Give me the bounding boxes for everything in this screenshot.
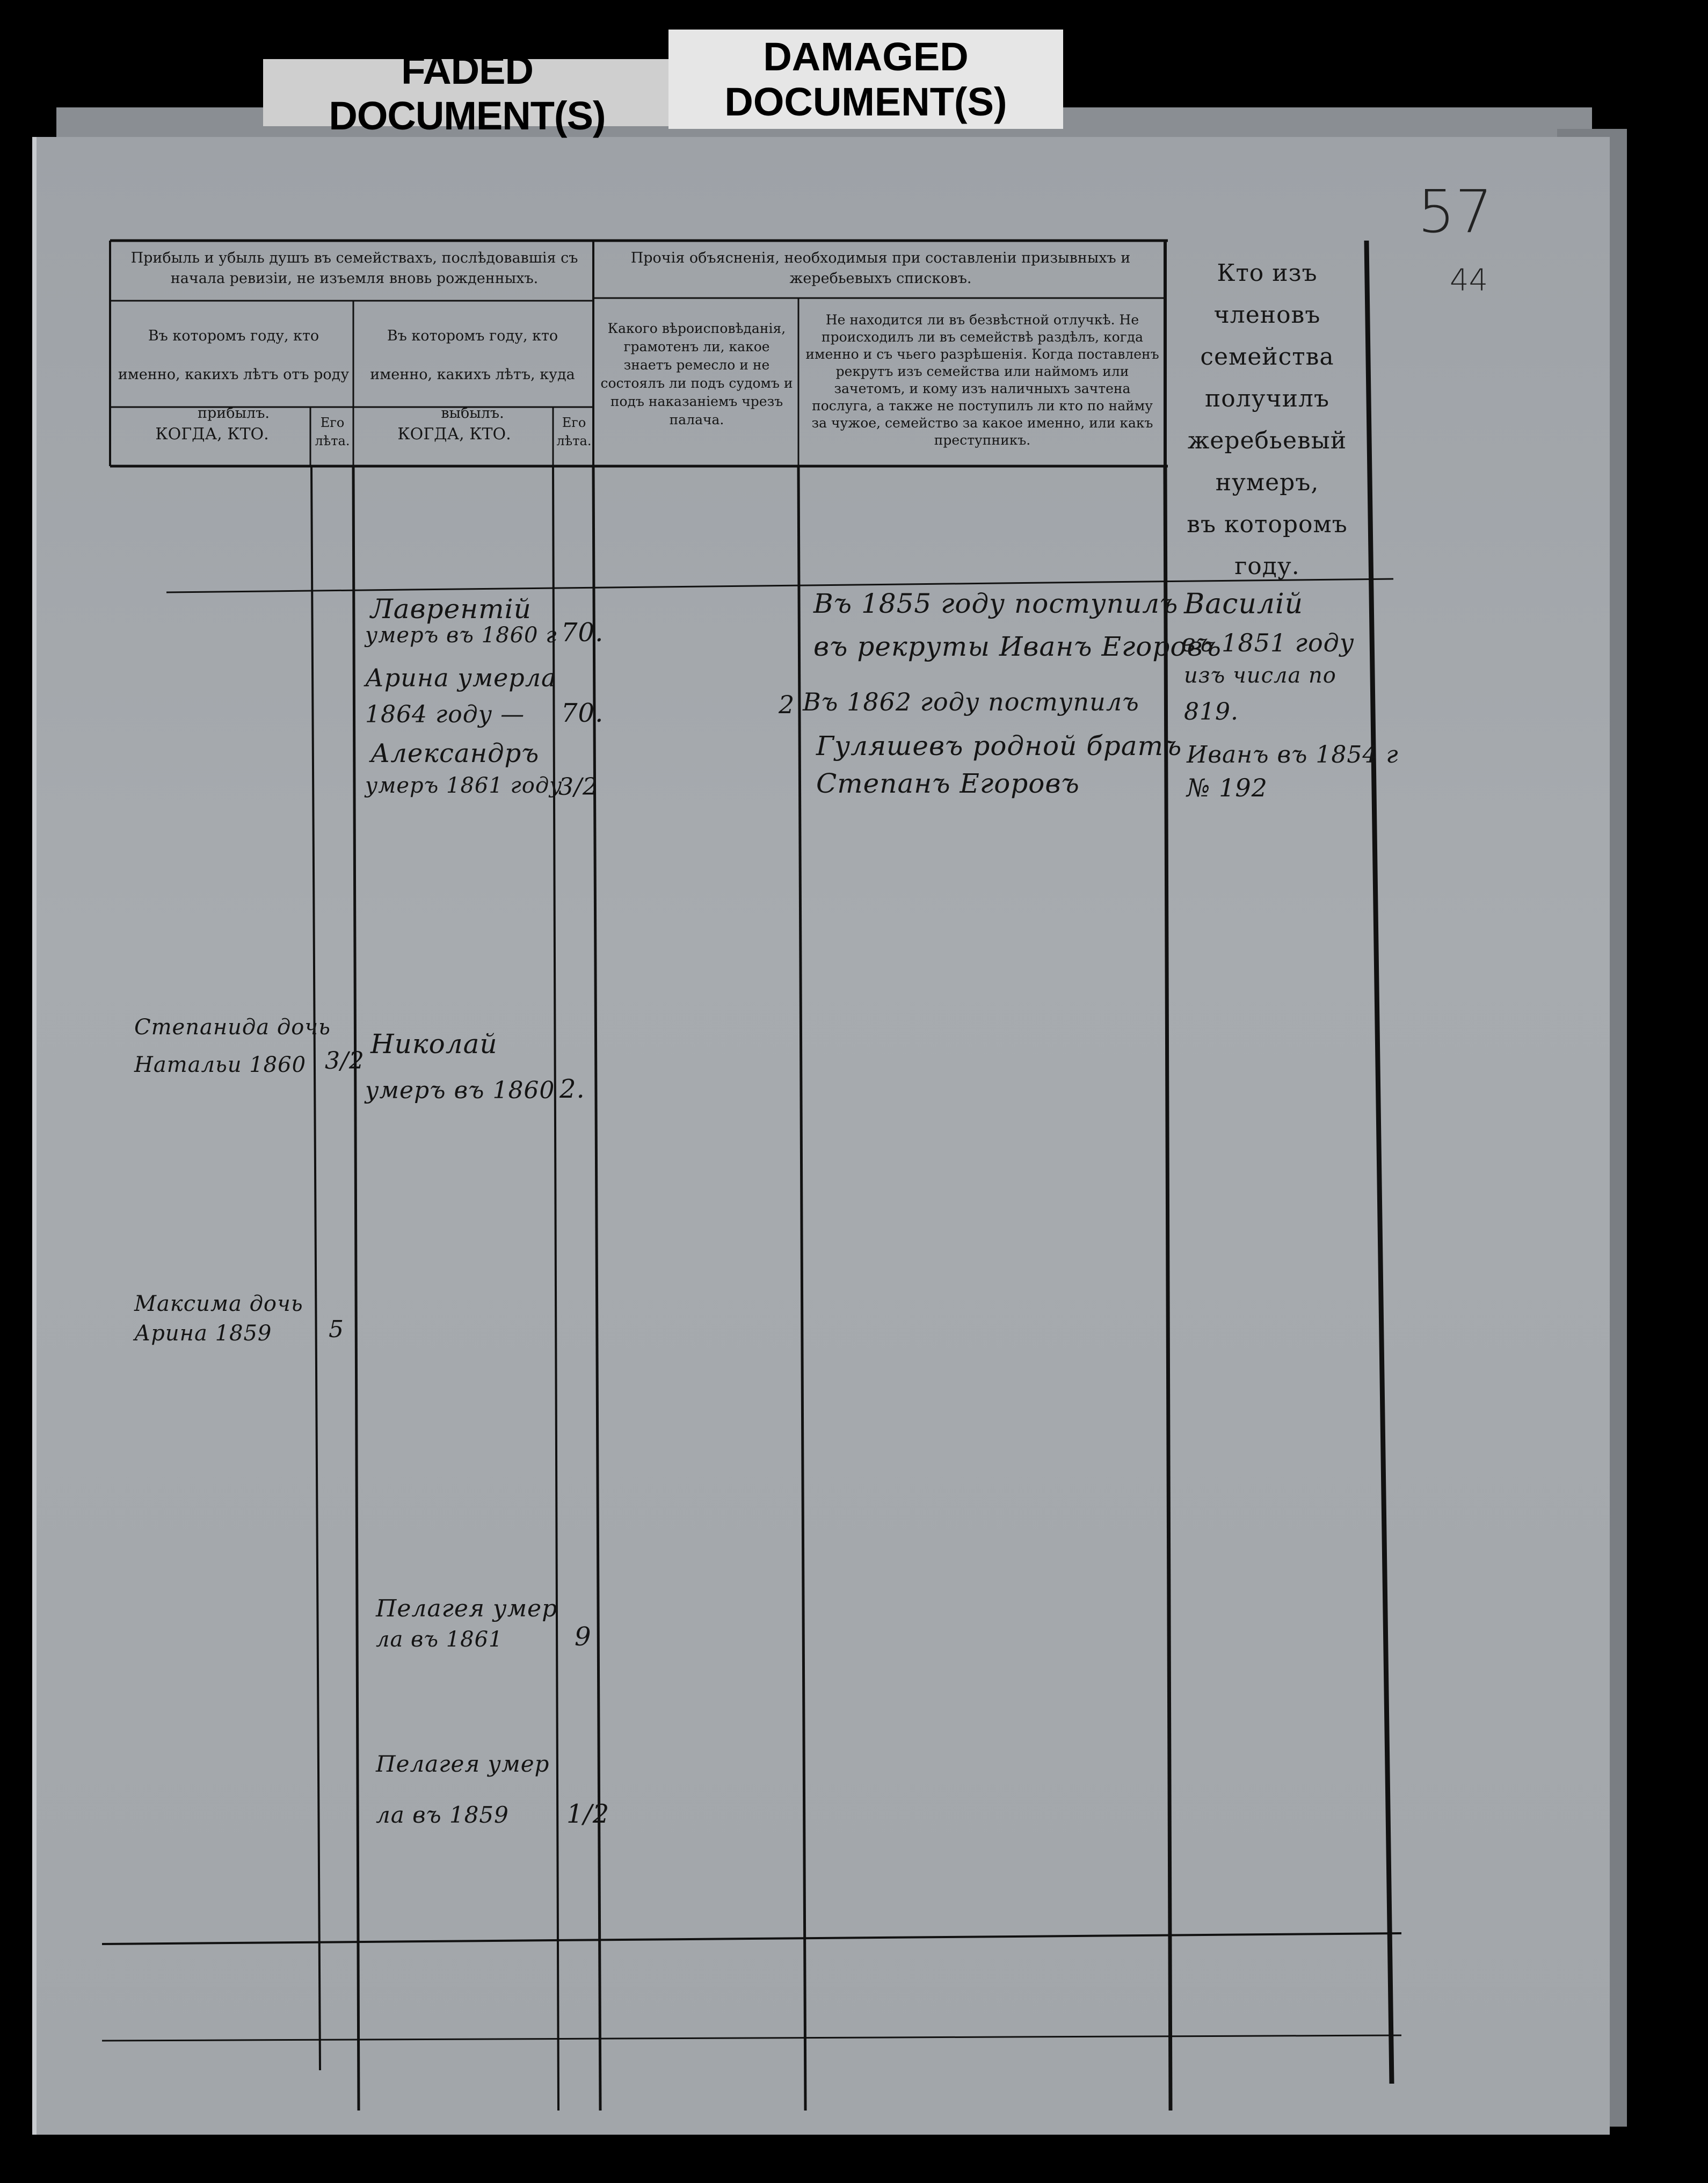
header-group-gain-loss: Прибыль и убыль душъ въ семействахъ, послѣдовавшія съ начала ревизіи, не изъемля вновь рожденныхъ. [130, 250, 578, 287]
absence-note-line2: въ рекруты Иванъ Егоровъ [813, 631, 1222, 662]
departed-entry-3-line2: умеръ 1861 году [365, 773, 563, 798]
header-age-2: Его лѣта. [556, 415, 592, 448]
lot-note-line2: въ 1851 году [1181, 628, 1355, 657]
absence-note-line4: Гуляшевъ родной братъ [816, 730, 1182, 761]
arrived-entry-1-line1: Степанида дочь [134, 1015, 331, 1040]
departed-entry-6-line2: ла въ 1859 [376, 1802, 509, 1828]
header-col-religion: Какого вѣроисповѣданія, грамотенъ ли, какое знаетъ ремесло и не состоялъ ли подъ судомъ и подъ наказаніемъ чрезъ палача. [600, 321, 793, 427]
departed-entry-4-age: 2. [559, 1074, 585, 1104]
departed-entry-4-line1: Николай [370, 1028, 498, 1060]
departed-entry-4-line2: умеръ въ 1860 [365, 1077, 555, 1104]
lot-note-line6: № 192 [1187, 773, 1268, 802]
header-when-who-2: КОГДА, КТО. [397, 425, 511, 444]
absence-note-margin: 2 [779, 690, 795, 719]
departed-entry-6-line1: Пелагея умер [376, 1751, 550, 1777]
header-group-other-notes: Прочія объясненія, необходимыя при составленіи призывныхъ и жеребьевыхъ списковъ. [630, 250, 1131, 287]
departed-entry-5-age: 9 [575, 1622, 592, 1652]
departed-entry-3-age: 3/2 [558, 773, 598, 801]
departed-entry-1-line2: умеръ въ 1860 г [365, 623, 557, 648]
absence-note-line3: Въ 1862 году поступилъ [803, 687, 1139, 716]
page-number: 57 [1418, 177, 1493, 246]
lot-note-line4: 819. [1184, 698, 1239, 726]
lot-note-line3: изъ числа по [1184, 663, 1336, 688]
arrived-entry-2-line1: Максима дочь [134, 1292, 303, 1316]
absence-note-line1: Въ 1855 году поступилъ [813, 588, 1179, 619]
absence-note-line5: Степанъ Егоровъ [816, 768, 1080, 799]
lot-note-line1: Василiй [1184, 588, 1304, 620]
damaged-label-line2: DOCUMENT(S) [724, 79, 1007, 124]
departed-entry-5-line2: ла въ 1861 [376, 1627, 503, 1652]
header-lot-line1: Кто изъ членовъ [1213, 259, 1321, 329]
departed-entry-5-line1: Пелагея умер [376, 1595, 558, 1622]
header-col-lot-number [1171, 252, 1364, 588]
departed-entry-2-line2: 1864 году — [365, 701, 525, 728]
departed-entry-2-age: 70. [561, 698, 604, 728]
faded-label-text: FADED DOCUMENT(S) [329, 47, 606, 138]
header-col-absence: Не находится ли въ безвѣстной отлучкѣ. Не происходилъ ли въ семействѣ раздѣлъ, когда именно и съ чьего разрѣшенія. Когда поставленъ рекрутъ изъ семейства или наймомъ или зачетомъ, и кому изъ наличныхъ зачтена послуга, а также не поступилъ ли кто по найму за чужое, семейство за какое именно, или какъ преступникъ. [805, 312, 1159, 448]
damaged-label-line1: DAMAGED [763, 34, 969, 79]
departed-entry-1-line1: Лаврентiй [370, 593, 532, 625]
arrived-entry-2-age: 5 [329, 1316, 344, 1343]
arrived-entry-2-line2: Арина 1859 [134, 1321, 272, 1346]
header-col-departed: Въ которомъ году, кто именно, какихъ лѣтъ, куда выбылъ. [370, 328, 575, 422]
header-lot-line2: семейства получилъ [1200, 343, 1334, 412]
header-lot-line4: въ которомъ году. [1187, 511, 1348, 580]
page-number-secondary: 44 [1450, 263, 1488, 298]
lot-note-line5: Иванъ въ 1854 г [1187, 741, 1399, 768]
header-lot-line3: жеребьевый нумеръ, [1187, 427, 1347, 496]
header-col-arrived: Въ которомъ году, кто именно, какихъ лѣтъ отъ роду прибылъ. [118, 328, 350, 422]
arrived-entry-1-age: 3/2 [325, 1047, 365, 1075]
departed-entry-2-line1: Арина умерла [365, 663, 557, 692]
arrived-entry-1-line2: Натальи 1860 [134, 1053, 307, 1077]
departed-entry-3-line1: Александръ [370, 738, 540, 768]
departed-entry-1-age: 70. [561, 618, 604, 648]
header-when-who-1: КОГДА, КТО. [155, 425, 269, 444]
departed-entry-6-age: 1/2 [566, 1799, 610, 1829]
header-age-1: Его лѣта. [315, 415, 350, 448]
